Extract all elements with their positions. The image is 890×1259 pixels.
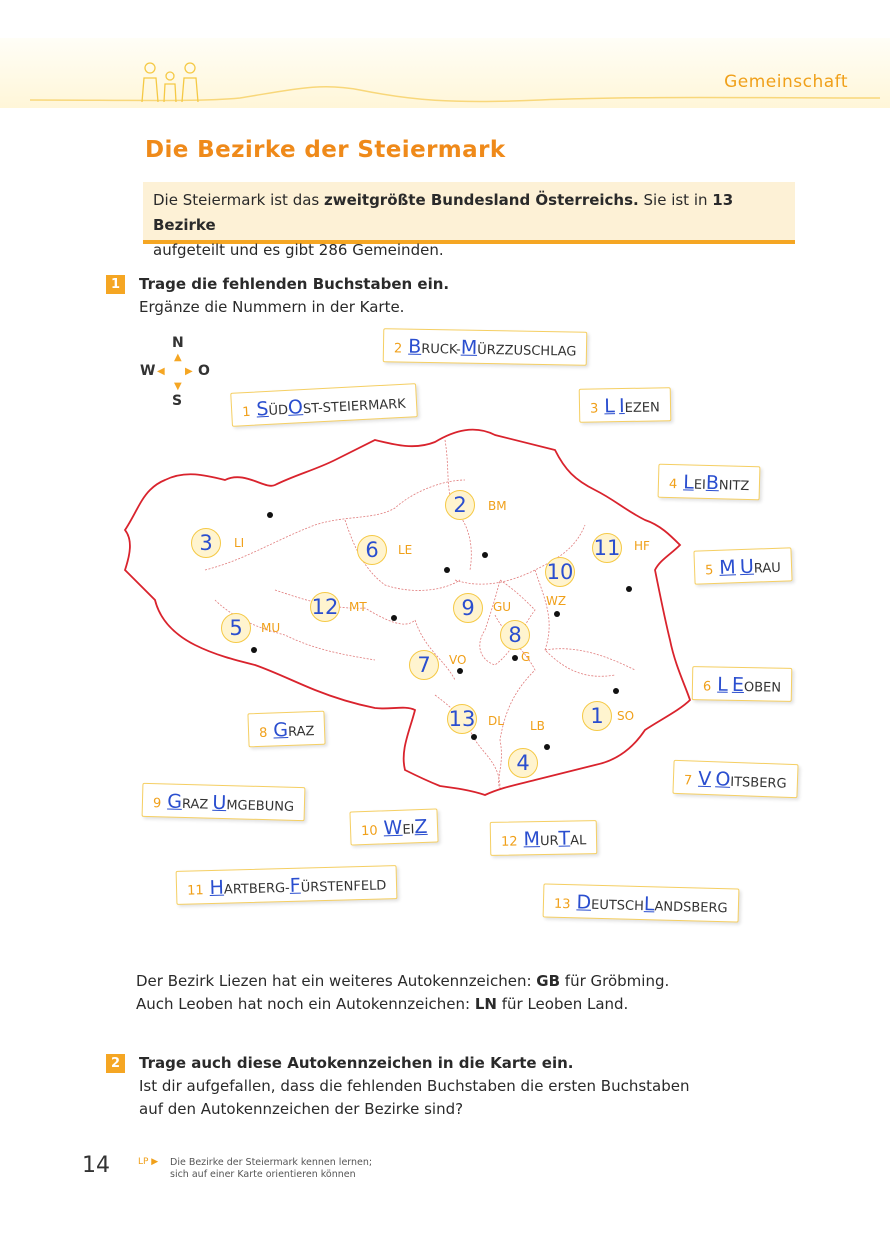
- card-text: RAZ: [287, 724, 315, 740]
- handwritten-letter: S: [255, 397, 270, 421]
- card-number: 7: [683, 773, 693, 789]
- info-text: Auch Leoben hat noch ein Autokennzeichen:: [136, 995, 475, 1013]
- info-paragraph: [136, 970, 669, 1016]
- card-text: ANDSBERG: [654, 899, 728, 917]
- card-number: 3: [589, 401, 599, 417]
- card-text: ÜD: [268, 402, 289, 419]
- handwritten-letter: E: [731, 673, 745, 697]
- handwritten-letter: M: [460, 336, 478, 359]
- intro-bold: 13 Bezirke: [153, 191, 734, 234]
- handwritten-letter: U: [212, 791, 227, 815]
- map-district-code: MU: [261, 621, 281, 635]
- state-border: [125, 430, 690, 795]
- map-district-number: 8: [500, 620, 530, 650]
- info-text: für Leoben Land.: [496, 995, 629, 1013]
- footer-line: sich auf einer Karte orientieren können: [170, 1169, 356, 1180]
- handwritten-letter: L: [682, 471, 695, 494]
- info-bold: LN: [474, 995, 497, 1013]
- map-district-number: 13: [447, 704, 477, 734]
- card-text: EUTSCH: [590, 897, 645, 915]
- section-label: Gemeinschaft: [724, 72, 848, 92]
- card-text: ITSBERG: [730, 774, 787, 792]
- card-text: EI: [402, 822, 415, 838]
- district-name-card: [672, 760, 798, 798]
- map-district-code: MT: [349, 600, 367, 614]
- card-number: 2: [393, 341, 403, 357]
- map-district-number: 7: [409, 650, 439, 680]
- map-district-code: BM: [488, 499, 507, 513]
- card-number: 6: [702, 679, 712, 695]
- map-capital-dot: [267, 512, 273, 518]
- intro-bold: zweitgrößte Bundesland Österreichs.: [324, 191, 639, 209]
- card-text: ARTBERG-: [223, 880, 290, 898]
- compass: [140, 335, 210, 410]
- map-capital-dot: [544, 744, 550, 750]
- handwritten-letter: L: [643, 893, 655, 916]
- map-district-code: LE: [398, 543, 413, 557]
- handwritten-letter: M: [523, 828, 541, 851]
- handwritten-letter: L: [604, 395, 616, 418]
- map-district-code: HF: [634, 539, 650, 553]
- map-district-code: GU: [493, 600, 512, 614]
- info-bold: GB: [536, 972, 561, 990]
- handwritten-letter: B: [705, 471, 720, 495]
- handwritten-letter: L: [717, 673, 729, 696]
- page-number: 14: [82, 1153, 110, 1178]
- page-title: Die Bezirke der Steiermark: [145, 137, 506, 163]
- map-capital-dot: [471, 734, 477, 740]
- handwritten-letter: H: [209, 876, 225, 900]
- task-number-badge: 1: [106, 275, 125, 294]
- handwritten-letter: W: [383, 816, 403, 840]
- family-icon: [142, 63, 198, 102]
- info-text: für Gröbming.: [560, 972, 670, 990]
- card-text: AL: [570, 833, 587, 849]
- map-district-code: SO: [617, 709, 635, 723]
- district-name-card: [490, 820, 598, 856]
- handwritten-letter: D: [576, 891, 592, 914]
- arrow-right-icon: ▶: [185, 366, 193, 377]
- card-text: [711, 774, 712, 789]
- handwritten-letter: M: [718, 556, 737, 579]
- map-capital-dot: [444, 567, 450, 573]
- map-district-number: 4: [508, 748, 538, 778]
- task-title: Trage die fehlenden Buchstaben ein.: [139, 275, 450, 293]
- card-number: 4: [668, 476, 678, 493]
- card-number: 5: [704, 563, 714, 579]
- map-district-number: 3: [191, 528, 221, 558]
- arrow-down-icon: ▼: [174, 381, 182, 392]
- district-name-card: [543, 883, 740, 922]
- card-number: 10: [360, 823, 378, 840]
- handwritten-letter: V: [697, 767, 712, 791]
- card-number: 1: [241, 404, 251, 421]
- card-number: 13: [553, 896, 571, 913]
- card-text: ÜRSTENFELD: [300, 878, 387, 896]
- handwritten-letter: G: [272, 718, 289, 742]
- card-number: 12: [500, 834, 518, 850]
- compass-south: S: [172, 393, 183, 409]
- card-number: 9: [152, 796, 162, 812]
- district-name-card: [692, 666, 793, 702]
- district-name-card: [693, 547, 792, 584]
- map-capital-dot: [251, 647, 257, 653]
- intro-text: Die Steiermark ist das: [153, 191, 324, 209]
- map-district-code: G: [521, 650, 531, 664]
- handwritten-letter: Z: [414, 815, 428, 839]
- map-capital-dot: [457, 668, 463, 674]
- card-number: 11: [186, 883, 204, 899]
- footer-learning-goals: [170, 1157, 372, 1181]
- handwritten-letter: T: [558, 827, 571, 850]
- intro-text: aufgeteilt und es gibt 286 Gemeinden.: [153, 241, 444, 259]
- handwritten-letter: I: [618, 395, 625, 418]
- task-instruction: Ist dir aufgefallen, dass die fehlenden Buchstaben die ersten Buchstaben: [139, 1077, 690, 1095]
- map-capital-dot: [554, 611, 560, 617]
- district-name-card: [658, 464, 761, 501]
- card-text: NITZ: [718, 478, 750, 495]
- compass-east: O: [198, 363, 210, 379]
- intro-box: [143, 182, 795, 259]
- district-name-card: [176, 865, 398, 905]
- styria-map: [115, 420, 695, 810]
- map-district-code: DL: [488, 714, 504, 728]
- map-district-code: LI: [234, 536, 245, 550]
- arrow-left-icon: ◀: [157, 366, 165, 377]
- map-district-number: 9: [453, 593, 483, 623]
- map-district-code: WZ: [546, 594, 567, 608]
- district-name-card: [383, 328, 588, 366]
- map-district-number: 11: [592, 533, 622, 563]
- compass-north: N: [172, 335, 184, 351]
- map-district-number: 2: [445, 490, 475, 520]
- map-district-number: 12: [310, 592, 340, 622]
- card-text: OBEN: [743, 680, 782, 696]
- card-text: RAZ: [181, 796, 213, 813]
- map-district-code: VO: [449, 653, 467, 667]
- card-text: EI: [693, 477, 707, 493]
- handwritten-letter: F: [289, 874, 301, 897]
- footer-line: Die Bezirke der Steiermark kennen lernen;: [170, 1157, 373, 1168]
- arrow-up-icon: ▲: [174, 352, 182, 363]
- compass-west: W: [140, 363, 156, 379]
- task-instruction: auf den Autokennzeichen der Bezirke sind?: [139, 1100, 464, 1118]
- info-text: Der Bezirk Liezen hat ein weiteres Autokennzeichen:: [136, 972, 537, 990]
- map-district-code: LB: [530, 719, 545, 733]
- task-title: Trage auch diese Autokennzeichen in die Karte ein.: [139, 1054, 574, 1072]
- footer-lp-marker: LP ▶: [138, 1157, 159, 1167]
- handwritten-letter: G: [166, 790, 183, 813]
- handwritten-letter: U: [739, 555, 755, 579]
- card-text: ÜRZZUSCHLAG: [477, 342, 577, 360]
- map-capital-dot: [512, 655, 518, 661]
- map-district-number: 5: [221, 613, 251, 643]
- card-text: RUCK-: [421, 341, 461, 358]
- card-text: [736, 562, 737, 577]
- map-district-number: 1: [582, 701, 612, 731]
- task-instruction: Ergänze die Nummern in der Karte.: [139, 298, 405, 316]
- handwritten-letter: O: [287, 396, 304, 419]
- map-capital-dot: [482, 552, 488, 558]
- card-number: 8: [258, 725, 268, 741]
- district-name-card: [579, 387, 671, 423]
- district-name-card: [142, 783, 306, 821]
- card-text: UR: [539, 833, 559, 850]
- map-capital-dot: [626, 586, 632, 592]
- card-text: ST-STEIERMARK: [302, 396, 407, 418]
- card-text: EZEN: [624, 400, 660, 417]
- handwritten-letter: O: [715, 768, 731, 791]
- map-capital-dot: [613, 688, 619, 694]
- intro-text: Sie ist in: [638, 191, 713, 209]
- task-number-badge: 2: [106, 1054, 125, 1073]
- map-district-number: 10: [545, 557, 575, 587]
- map-district-number: 6: [357, 535, 387, 565]
- map-capital-dot: [391, 615, 397, 621]
- district-name-card: [349, 808, 439, 845]
- card-text: RAU: [753, 560, 782, 577]
- district-name-card: [247, 711, 325, 748]
- handwritten-letter: B: [408, 335, 422, 358]
- card-text: MGEBUNG: [226, 798, 295, 815]
